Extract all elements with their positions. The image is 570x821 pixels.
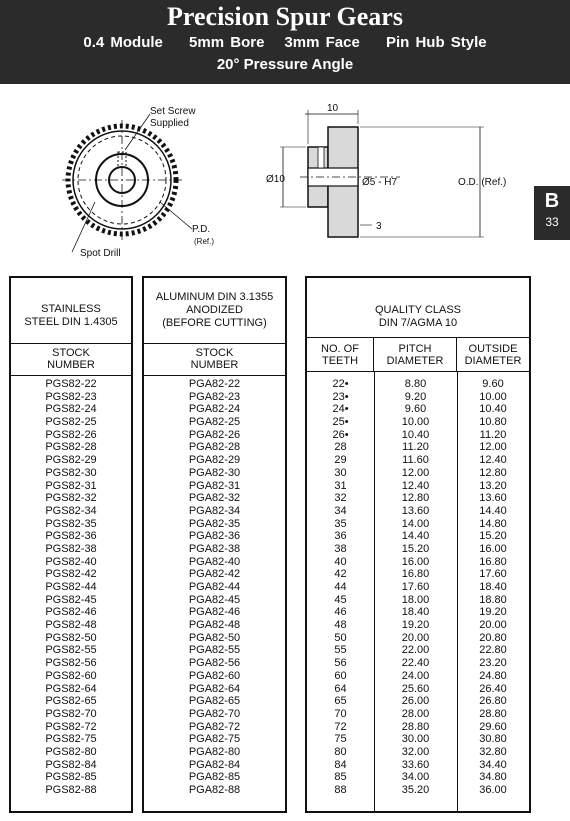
gear-section-view xyxy=(280,110,484,237)
teeth-header-line1: NO. OF xyxy=(321,343,359,355)
outside-diameter: 32.80 xyxy=(479,745,507,758)
pitch-diameter: 9.60 xyxy=(404,403,427,416)
pitch-diameter: 16.00 xyxy=(401,555,430,568)
quality-class-line2: DIN 7/AGMA 10 xyxy=(378,317,458,329)
dim-dia10: Ø10 xyxy=(266,174,285,185)
outside-diameter: 20.00 xyxy=(479,619,507,632)
stainless-stock-number: PGS82-23 xyxy=(45,390,97,403)
dim-10-top: 10 xyxy=(327,103,339,114)
teeth-count: 40 xyxy=(334,555,347,568)
teeth-count: 23• xyxy=(332,390,349,403)
dim-3: 3 xyxy=(376,221,382,232)
dim-bore: Ø5 - H7 xyxy=(362,177,398,188)
teeth-count: 25• xyxy=(332,416,349,429)
stainless-stock-number: PGS82-70 xyxy=(45,707,97,720)
aluminum-stock-number: PGA82-31 xyxy=(188,479,241,492)
stainless-stock-number: PGS82-60 xyxy=(45,669,97,682)
teeth-count: 55 xyxy=(334,644,347,657)
stainless-material-header xyxy=(11,278,131,344)
outside-diameter: 9.60 xyxy=(482,378,504,390)
stainless-stock-number: PGS82-31 xyxy=(45,479,97,492)
aluminum-stock-number: PGA82-85 xyxy=(188,771,241,784)
aluminum-stock-number: PGA82-88 xyxy=(188,784,241,796)
outside-diameter: 13.60 xyxy=(479,492,507,505)
teeth-count: 22• xyxy=(332,378,349,390)
pitch-diameter: 14.00 xyxy=(401,517,430,530)
quality-table xyxy=(305,276,531,813)
outside-diameter: 10.40 xyxy=(479,403,507,416)
pitch-diameter: 12.40 xyxy=(401,479,430,492)
bore-spec: 5mm Bore xyxy=(189,34,265,51)
pitch-diameter: 19.20 xyxy=(401,619,430,632)
outside-diameter: 12.40 xyxy=(479,454,507,467)
teeth-count: 84 xyxy=(334,758,347,771)
stainless-stock-number: PGS82-46 xyxy=(45,606,97,619)
pitch-diameter: 8.80 xyxy=(404,378,427,390)
teeth-count: 88 xyxy=(334,784,347,796)
page-header xyxy=(0,0,570,84)
outside-diameter: 16.80 xyxy=(479,555,507,568)
teeth-count: 45 xyxy=(334,593,347,606)
od-header xyxy=(457,338,529,372)
teeth-count: 44 xyxy=(334,581,347,593)
aluminum-table xyxy=(142,276,287,813)
pitch-diameter: 11.60 xyxy=(402,454,429,467)
aluminum-stock-number: PGA82-70 xyxy=(188,707,241,720)
aluminum-stock-line1: STOCK xyxy=(195,347,234,359)
aluminum-stock-number: PGA82-48 xyxy=(188,619,241,632)
stainless-stock-number: PGS82-50 xyxy=(45,631,97,644)
aluminum-stock-number: PGA82-28 xyxy=(188,441,241,454)
stainless-stock-number: PGS82-88 xyxy=(45,784,97,796)
teeth-count: 35 xyxy=(334,517,347,530)
stainless-stock-number: PGS82-22 xyxy=(45,378,97,390)
aluminum-stock-number: PGA82-56 xyxy=(188,657,241,670)
pitch-diameter: 22.40 xyxy=(401,657,430,670)
aluminum-stock-number: PGA82-35 xyxy=(188,517,241,530)
teeth-count: 31 xyxy=(334,479,347,492)
outside-diameter: 11.20 xyxy=(479,428,507,441)
aluminum-stock-number: PGA82-46 xyxy=(188,606,241,619)
stainless-stock-number: PGS82-30 xyxy=(45,466,97,479)
outside-diameter: 28.80 xyxy=(479,707,507,720)
teeth-count: 38 xyxy=(334,542,347,555)
quality-class-header xyxy=(307,278,529,338)
aluminum-stock-number: PGA82-84 xyxy=(188,758,241,771)
stainless-stock-header xyxy=(11,344,131,376)
pitch-diameter: 16.80 xyxy=(401,568,430,581)
section-letter: B xyxy=(544,190,560,212)
aluminum-stock-number: PGA82-44 xyxy=(188,581,241,593)
teeth-count: 75 xyxy=(334,733,347,746)
stainless-stock-number: PGS82-36 xyxy=(45,530,97,543)
pitch-diameter: 12.80 xyxy=(401,492,430,505)
stainless-stock-line1: STOCK xyxy=(52,347,90,359)
teeth-header xyxy=(307,338,374,372)
stainless-stock-number: PGS82-32 xyxy=(45,492,97,505)
quality-class-line1: QUALITY CLASS xyxy=(375,304,461,316)
spec-line xyxy=(0,34,570,51)
stainless-stock-number: PGS82-42 xyxy=(45,568,97,581)
outside-diameter: 34.40 xyxy=(479,758,507,771)
outside-diameter: 20.80 xyxy=(479,631,507,644)
supplied-label: Supplied xyxy=(150,118,189,129)
stainless-stock-number: PGS82-45 xyxy=(45,593,97,606)
page-number: 33 xyxy=(545,215,559,229)
stainless-stock-number: PGS82-55 xyxy=(45,644,97,657)
aluminum-stock-number: PGA82-36 xyxy=(188,530,241,543)
section-tab xyxy=(534,186,570,240)
aluminum-stock-number: PGA82-29 xyxy=(188,454,241,467)
aluminum-stock-number: PGA82-22 xyxy=(188,378,241,390)
pitch-header-line2: DIAMETER xyxy=(386,355,444,367)
stainless-stock-number: PGS82-35 xyxy=(45,517,97,530)
pd-ref-label: (Ref.) xyxy=(194,237,214,246)
aluminum-stock-number: PGA82-60 xyxy=(188,669,241,682)
stainless-stock-number: PGS82-40 xyxy=(45,555,97,568)
stainless-stock-number: PGS82-84 xyxy=(45,758,97,771)
pitch-diameter: 30.00 xyxy=(401,733,430,746)
aluminum-material-header xyxy=(144,278,285,344)
stainless-stock-number: PGS82-72 xyxy=(45,720,97,733)
pressure-angle: 20° Pressure Angle xyxy=(216,56,354,73)
teeth-count: 29 xyxy=(334,454,347,467)
face-spec: 3mm Face xyxy=(284,34,360,51)
stainless-stock-list xyxy=(11,378,131,797)
stainless-table xyxy=(9,276,133,813)
aluminum-stock-number: PGA82-40 xyxy=(188,555,241,568)
pitch-diameter: 11.20 xyxy=(402,441,429,454)
pitch-diameter: 25.60 xyxy=(401,682,430,695)
aluminum-stock-number: PGA82-23 xyxy=(188,390,241,403)
teeth-count: 42 xyxy=(334,568,347,581)
outside-diameter: 29.60 xyxy=(479,720,507,733)
outside-diameter: 10.80 xyxy=(479,416,507,429)
teeth-count: 80 xyxy=(334,745,347,758)
stainless-stock-number: PGS82-75 xyxy=(45,733,97,746)
teeth-count: 30 xyxy=(334,466,347,479)
outside-diameter: 12.00 xyxy=(479,441,507,454)
stainless-stock-number: PGS82-64 xyxy=(45,682,97,695)
outside-diameter: 18.80 xyxy=(479,593,507,606)
aluminum-stock-number: PGA82-42 xyxy=(188,568,241,581)
outside-diameter: 26.40 xyxy=(479,682,507,695)
style-spec: Pin Hub Style xyxy=(385,34,487,51)
pitch-diameter: 35.20 xyxy=(401,784,430,796)
outside-diameter: 12.80 xyxy=(479,466,507,479)
outside-diameter: 19.20 xyxy=(479,606,507,619)
outside-diameter: 14.80 xyxy=(479,517,507,530)
teeth-count: 36 xyxy=(334,530,347,543)
pitch-diameter: 10.00 xyxy=(401,416,430,429)
spot-drill-label: Spot Drill xyxy=(80,248,121,259)
outside-diameter: 18.40 xyxy=(479,581,507,593)
pitch-diameter: 13.60 xyxy=(401,504,430,517)
pd-label: P.D. xyxy=(192,224,211,235)
outside-diameter: 16.00 xyxy=(479,542,507,555)
aluminum-stock-list xyxy=(144,378,285,797)
pitch-diameter: 15.20 xyxy=(401,542,430,555)
stainless-stock-number: PGS82-44 xyxy=(45,581,97,593)
pitch-diameter: 33.60 xyxy=(401,758,430,771)
teeth-count: 26• xyxy=(332,428,349,441)
outside-diameter: 36.00 xyxy=(479,784,507,796)
aluminum-material-line3: (BEFORE CUTTING) xyxy=(162,317,267,329)
teeth-count: 28 xyxy=(334,441,347,454)
stainless-stock-number: PGS82-28 xyxy=(45,441,97,454)
outside-diameter: 23.20 xyxy=(479,657,507,670)
aluminum-stock-number: PGA82-65 xyxy=(188,695,241,708)
module-spec: 0.4 Module xyxy=(83,34,163,51)
teeth-count: 48 xyxy=(334,619,347,632)
teeth-count: 46 xyxy=(334,606,347,619)
stainless-stock-number: PGS82-38 xyxy=(45,542,97,555)
stainless-stock-number: PGS82-65 xyxy=(45,695,97,708)
aluminum-stock-number: PGA82-38 xyxy=(188,542,241,555)
outside-diameter: 10.00 xyxy=(479,390,507,403)
outside-diameter: 34.80 xyxy=(479,771,507,784)
aluminum-material-line1: ALUMINUM DIN 3.1355 xyxy=(155,291,274,303)
outside-diameter: 22.80 xyxy=(479,644,507,657)
aluminum-stock-number: PGA82-64 xyxy=(188,682,241,695)
teeth-count: 64 xyxy=(334,682,347,695)
stainless-stock-number: PGS82-25 xyxy=(45,416,97,429)
od-header-line1: OUTSIDE xyxy=(468,343,518,355)
outside-diameter: 26.80 xyxy=(479,695,507,708)
stainless-stock-number: PGS82-80 xyxy=(45,745,97,758)
set-screw-label: Set Screw xyxy=(150,106,196,117)
pitch-header xyxy=(374,338,457,372)
teeth-count: 65 xyxy=(334,695,347,708)
outside-diameter: 14.40 xyxy=(479,504,507,517)
pitch-diameter: 14.40 xyxy=(401,530,430,543)
pitch-diameter: 24.00 xyxy=(401,669,430,682)
aluminum-stock-number: PGA82-25 xyxy=(188,416,241,429)
outside-diameter: 15.20 xyxy=(479,530,507,543)
pitch-diameter: 34.00 xyxy=(401,771,430,784)
aluminum-stock-number: PGA82-34 xyxy=(188,504,241,517)
stainless-stock-number: PGS82-85 xyxy=(45,771,97,784)
aluminum-stock-number: PGA82-80 xyxy=(188,745,241,758)
pitch-diameter: 28.00 xyxy=(401,707,430,720)
pitch-diameter: 20.00 xyxy=(401,631,430,644)
teeth-count: 24• xyxy=(332,403,349,416)
pitch-diameter: 9.20 xyxy=(404,390,427,403)
teeth-count: 60 xyxy=(334,669,347,682)
teeth-header-line2: TEETH xyxy=(321,355,359,367)
aluminum-stock-header xyxy=(144,344,285,376)
gear-diagram-svg xyxy=(0,92,530,267)
pitch-diameter: 18.40 xyxy=(401,606,430,619)
stainless-stock-line2: NUMBER xyxy=(47,359,95,371)
outside-diameter: 30.80 xyxy=(479,733,507,746)
od-label: O.D. (Ref.) xyxy=(458,177,507,188)
aluminum-stock-number: PGA82-55 xyxy=(188,644,241,657)
outside-diameter: 17.60 xyxy=(479,568,507,581)
stainless-stock-number: PGS82-56 xyxy=(45,657,97,670)
od-list xyxy=(457,378,529,797)
aluminum-stock-number: PGA82-32 xyxy=(188,492,241,505)
outside-diameter: 24.80 xyxy=(479,669,507,682)
pitch-diameter: 22.00 xyxy=(401,644,430,657)
pitch-diameter: 17.60 xyxy=(401,581,430,593)
pitch-diameter: 12.00 xyxy=(401,466,430,479)
pitch-diameter: 26.00 xyxy=(401,695,430,708)
aluminum-stock-number: PGA82-75 xyxy=(188,733,241,746)
aluminum-stock-number: PGA82-72 xyxy=(188,720,241,733)
aluminum-stock-number: PGA82-24 xyxy=(188,403,241,416)
pitch-diameter: 32.00 xyxy=(401,745,430,758)
teeth-list xyxy=(307,378,374,797)
stainless-stock-number: PGS82-34 xyxy=(45,504,97,517)
teeth-count: 70 xyxy=(334,707,347,720)
teeth-count: 50 xyxy=(334,631,347,644)
outside-diameter: 13.20 xyxy=(479,479,507,492)
pitch-list xyxy=(374,378,457,797)
teeth-count: 72 xyxy=(334,720,347,733)
gear-front-view xyxy=(62,114,192,252)
teeth-count: 34 xyxy=(334,504,347,517)
stainless-material-line2: STEEL DIN 1.4305 xyxy=(24,315,118,328)
gear-drawing xyxy=(0,92,530,267)
aluminum-stock-number: PGA82-30 xyxy=(188,466,241,479)
teeth-count: 85 xyxy=(334,771,347,784)
aluminum-stock-number: PGA82-45 xyxy=(188,593,241,606)
aluminum-stock-line2: NUMBER xyxy=(190,359,239,371)
page-title: Precision Spur Gears xyxy=(167,2,403,31)
stainless-stock-number: PGS82-26 xyxy=(45,428,97,441)
pitch-diameter: 28.80 xyxy=(401,720,430,733)
pitch-diameter: 10.40 xyxy=(401,428,430,441)
aluminum-material-line2: ANODIZED xyxy=(186,304,243,316)
stainless-material-line1: STAINLESS xyxy=(41,302,101,315)
pitch-header-line1: PITCH xyxy=(398,343,432,355)
stainless-stock-number: PGS82-48 xyxy=(45,619,97,632)
stainless-stock-number: PGS82-24 xyxy=(45,403,97,416)
aluminum-stock-number: PGA82-50 xyxy=(188,631,241,644)
pitch-diameter: 18.00 xyxy=(401,593,430,606)
teeth-count: 56 xyxy=(334,657,347,670)
teeth-count: 32 xyxy=(334,492,347,505)
od-header-line2: DIAMETER xyxy=(464,355,522,367)
stainless-stock-number: PGS82-29 xyxy=(45,454,97,467)
aluminum-stock-number: PGA82-26 xyxy=(188,428,241,441)
